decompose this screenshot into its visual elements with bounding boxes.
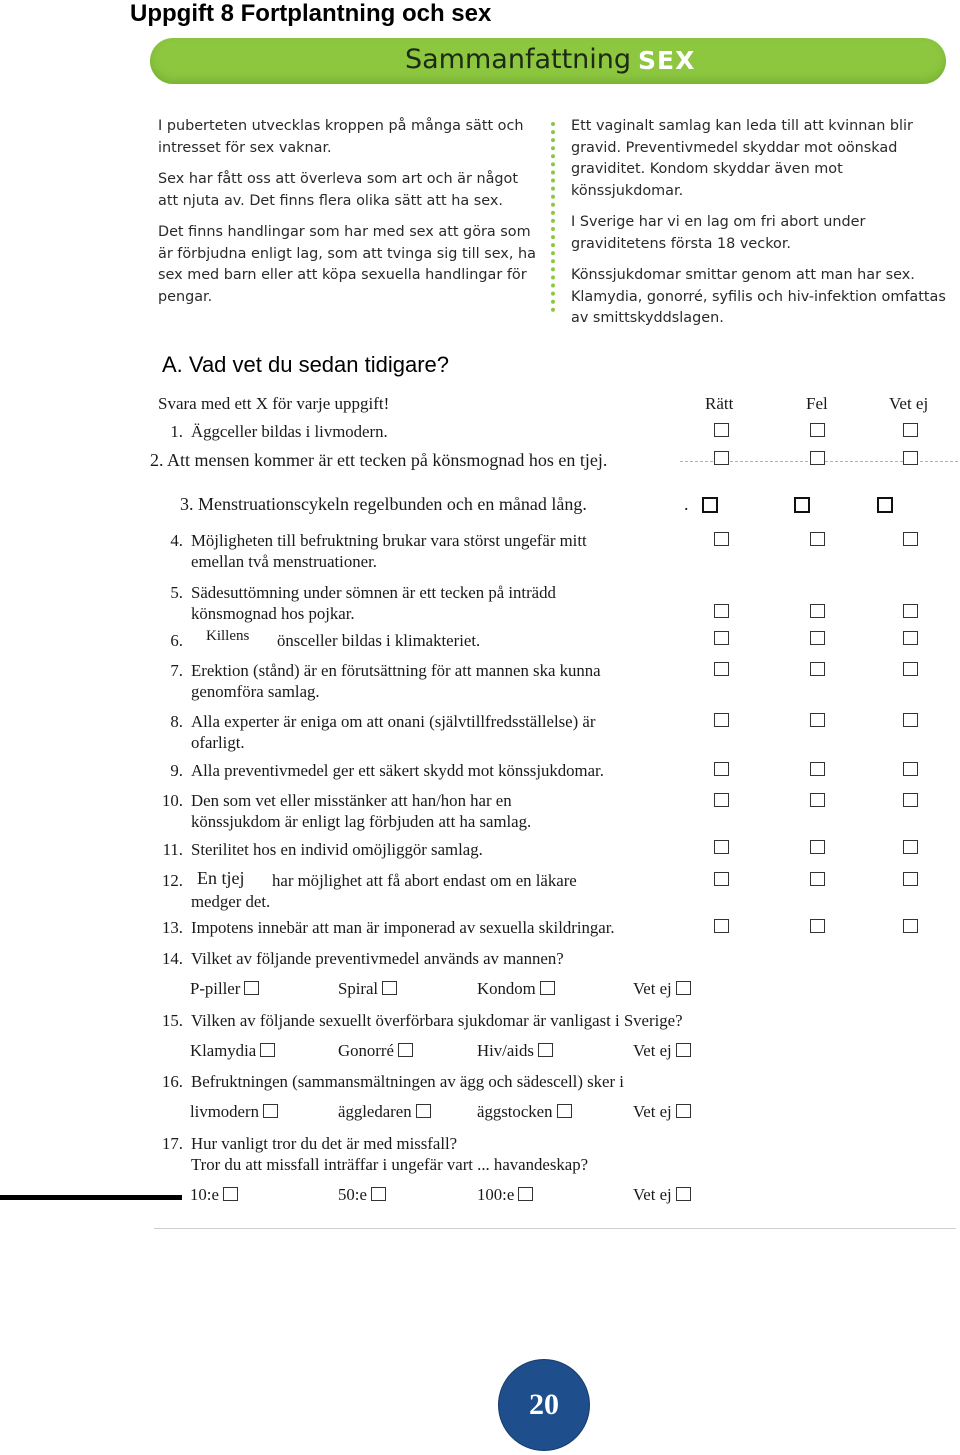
q9-dont-know-checkbox[interactable]: [903, 762, 918, 776]
option-label: P-piller: [190, 979, 241, 998]
question-number: 4.: [170, 531, 183, 550]
summary-paragraph: I Sverige har vi en lag om fri abort under graviditetens första 18 veckor.: [571, 214, 866, 252]
question-text: Impotens innebär att man är imponerad av sexuella skildringar.: [191, 918, 615, 937]
q8-wrong-checkbox[interactable]: [810, 713, 825, 727]
q2-right-checkbox[interactable]: [714, 451, 729, 465]
question-3-dot: .: [684, 494, 689, 514]
q2-wrong-checkbox[interactable]: [810, 451, 825, 465]
question-text: Äggceller bildas i livmodern.: [191, 422, 388, 441]
question-text: Sädesuttömning under sömnen är ett tecken på inträdd könsmognad hos pojkar.: [191, 583, 556, 623]
q16-option[interactable]: [338, 1102, 431, 1122]
option-label: Vet ej: [633, 1041, 672, 1060]
question-text: Möjligheten till befruktning brukar vara störst ungefär mitt emellan två menstruationer.: [191, 531, 587, 571]
checkbox[interactable]: [382, 981, 397, 995]
summary-banner: [150, 38, 946, 84]
q5-dont-know-checkbox[interactable]: [903, 604, 918, 618]
margin-bar: [0, 1195, 182, 1200]
option-label: Klamydia: [190, 1041, 257, 1060]
question-text: Sterilitet hos en individ omöjliggör samlag.: [191, 840, 483, 859]
question-number: 12.: [162, 871, 183, 890]
question-text: Den som vet eller misstänker att han/hon har en könssjukdom är enligt lag förbjuden att ha samlag.: [191, 791, 532, 831]
q15-option[interactable]: [338, 1041, 413, 1061]
q6-dont-know-checkbox[interactable]: [903, 631, 918, 645]
checkbox[interactable]: [223, 1187, 238, 1201]
question-text: Befruktningen (sammansmältningen av ägg och sädescell) sker i: [191, 1072, 624, 1091]
dotted-divider: [551, 122, 555, 312]
question-text: Tror du att missfall inträffar i ungefär vart ... havandeskap?: [191, 1155, 589, 1174]
q8-dont-know-checkbox[interactable]: [903, 713, 918, 727]
question-number: 5.: [170, 583, 183, 602]
checkbox[interactable]: [260, 1043, 275, 1057]
checkbox[interactable]: [676, 981, 691, 995]
q4-dont-know-checkbox[interactable]: [903, 532, 918, 546]
q8-right-checkbox[interactable]: [714, 713, 729, 727]
checkbox[interactable]: [676, 1043, 691, 1057]
checkbox[interactable]: [371, 1187, 386, 1201]
option-label: Vet ej: [633, 1185, 672, 1204]
option-label: 10:e: [190, 1185, 219, 1204]
checkbox[interactable]: [676, 1104, 691, 1118]
question-2: 2. Att mensen kommer är ett tecken på könsmognad hos en tjej.: [150, 450, 608, 470]
question-6-prefix: Killens: [206, 628, 250, 644]
q5-wrong-checkbox[interactable]: [810, 604, 825, 618]
option-label: äggstocken: [477, 1102, 553, 1121]
question-number: 17.: [162, 1134, 183, 1153]
summary-paragraph: Sex har fått oss att överleva som art och är något att njuta av. Det finns flera olika sätt att ha sex.: [158, 171, 518, 209]
question-number: 10.: [162, 791, 183, 810]
q3-wrong-checkbox[interactable]: [794, 497, 810, 513]
option-label: Vet ej: [633, 1102, 672, 1121]
summary-paragraph: Det finns handlingar som har med sex att göra som är förbjudna enligt lag, som att tvinga sig till sex, ha sex med barn eller att köpa sexuella handlingar för pengar.: [158, 224, 536, 305]
q17-option[interactable]: [190, 1185, 238, 1205]
q9-wrong-checkbox[interactable]: [810, 762, 825, 776]
q17-option[interactable]: [633, 1185, 691, 1205]
q17-option[interactable]: [338, 1185, 386, 1205]
q17-option[interactable]: [477, 1185, 533, 1205]
question-text: önsceller bildas i klimakteriet.: [277, 631, 481, 650]
q16-option[interactable]: [190, 1102, 278, 1122]
question-number: 11.: [162, 840, 183, 859]
q9-right-checkbox[interactable]: [714, 762, 729, 776]
q11-wrong-checkbox[interactable]: [810, 840, 825, 854]
option-label: 50:e: [338, 1185, 367, 1204]
q16-option[interactable]: [633, 1102, 691, 1122]
q1-right-checkbox[interactable]: [714, 423, 729, 437]
q12-right-checkbox[interactable]: [714, 872, 729, 886]
question-number: 15.: [162, 1011, 183, 1030]
q14-option[interactable]: [338, 979, 397, 999]
question-number: 6.: [170, 631, 183, 650]
checkbox[interactable]: [398, 1043, 413, 1057]
question-text: Alla preventivmedel ger ett säkert skydd mot könssjukdomar.: [191, 761, 604, 780]
q13-dont-know-checkbox[interactable]: [903, 919, 918, 933]
option-label: Spiral: [338, 979, 379, 998]
q7-wrong-checkbox[interactable]: [810, 662, 825, 676]
q12-dont-know-checkbox[interactable]: [903, 872, 918, 886]
q4-right-checkbox[interactable]: [714, 532, 729, 546]
column-header-right: Rätt: [705, 394, 734, 413]
column-header-wrong: Fel: [806, 394, 828, 413]
q11-right-checkbox[interactable]: [714, 840, 729, 854]
q2-dont-know-checkbox[interactable]: [903, 451, 918, 465]
checkbox[interactable]: [557, 1104, 572, 1118]
summary-left-column: [158, 116, 538, 318]
question-number: 1.: [170, 422, 183, 441]
question-text: Hur vanligt tror du det är med missfall?: [191, 1134, 458, 1153]
q7-dont-know-checkbox[interactable]: [903, 662, 918, 676]
checkbox[interactable]: [676, 1187, 691, 1201]
q14-option[interactable]: [633, 979, 691, 999]
q7-right-checkbox[interactable]: [714, 662, 729, 676]
q10-wrong-checkbox[interactable]: [810, 793, 825, 807]
checkbox[interactable]: [263, 1104, 278, 1118]
q11-dont-know-checkbox[interactable]: [903, 840, 918, 854]
q4-wrong-checkbox[interactable]: [810, 532, 825, 546]
question-number: 14.: [162, 949, 183, 968]
q6-right-checkbox[interactable]: [714, 631, 729, 645]
question-number: 9.: [170, 761, 183, 780]
section-a-heading: A. Vad vet du sedan tidigare?: [162, 352, 450, 377]
option-label: Vet ej: [633, 979, 672, 998]
summary-right-column: [571, 116, 951, 340]
q14-option[interactable]: [477, 979, 555, 999]
question-number: 16.: [162, 1072, 183, 1091]
column-header-dont-know: Vet ej: [889, 394, 929, 413]
checkbox[interactable]: [244, 981, 259, 995]
checkbox[interactable]: [416, 1104, 431, 1118]
instructions: Svara med ett X för varje uppgift!: [158, 394, 390, 413]
page-number: 20: [529, 1388, 559, 1421]
page-heading: Uppgift 8 Fortplantning och sex: [130, 0, 492, 27]
question-12-prefix: En tjej: [197, 868, 245, 888]
q1-dont-know-checkbox[interactable]: [903, 423, 918, 437]
summary-paragraph: Ett vaginalt samlag kan leda till att kvinnan blir gravid. Preventivmedel skyddar mot oönskad graviditet. Kondom skyddar även mot könssjukdomar.: [571, 118, 913, 199]
q15-option[interactable]: [190, 1041, 275, 1061]
question-text: Vilken av följande sexuellt överförbara sjukdomar är vanligast i Sverige?: [191, 1011, 683, 1030]
question-number: 8.: [170, 712, 183, 731]
question-text: Vilket av följande preventivmedel används av mannen?: [191, 949, 564, 968]
banner-title: Sammanfattning: [405, 44, 632, 75]
divider: [154, 1228, 956, 1229]
q10-dont-know-checkbox[interactable]: [903, 793, 918, 807]
q14-option[interactable]: [190, 979, 259, 999]
q3-right-checkbox[interactable]: [702, 497, 718, 513]
q10-right-checkbox[interactable]: [714, 793, 729, 807]
option-label: 100:e: [477, 1185, 515, 1204]
question-text: Erektion (stånd) är en förutsättning för att mannen ska kunna genomföra samlag.: [191, 661, 601, 701]
q12-wrong-checkbox[interactable]: [810, 872, 825, 886]
question-text: Alla experter är eniga om att onani (självtillfredsställelse) är ofarligt.: [191, 712, 596, 752]
q13-wrong-checkbox[interactable]: [810, 919, 825, 933]
q15-option[interactable]: [633, 1041, 691, 1061]
q13-right-checkbox[interactable]: [714, 919, 729, 933]
option-label: äggledaren: [338, 1102, 412, 1121]
q15-option[interactable]: [477, 1041, 553, 1061]
checkbox[interactable]: [518, 1187, 533, 1201]
question-number: 7.: [170, 661, 183, 680]
question-3: 3. Menstruationscykeln regelbunden och en månad lång.: [180, 494, 587, 514]
q6-wrong-checkbox[interactable]: [810, 631, 825, 645]
option-label: Kondom: [477, 979, 536, 998]
option-label: Hiv/aids: [477, 1041, 534, 1060]
q3-dont-know-checkbox[interactable]: [877, 497, 893, 513]
checkbox[interactable]: [540, 981, 555, 995]
question-number: 13.: [162, 918, 183, 937]
q16-option[interactable]: [477, 1102, 572, 1122]
summary-paragraph: I puberteten utvecklas kroppen på många sätt och intresset för sex vaknar.: [158, 118, 524, 156]
option-label: livmodern: [190, 1102, 259, 1121]
option-label: Gonorré: [338, 1041, 394, 1060]
question-text: har möjlighet att få abort endast om en läkare medger det.: [191, 871, 577, 911]
page-number-badge: [499, 1360, 589, 1450]
q1-wrong-checkbox[interactable]: [810, 423, 825, 437]
banner-highlight: SEX: [638, 46, 696, 75]
q5-right-checkbox[interactable]: [714, 604, 729, 618]
checkbox[interactable]: [538, 1043, 553, 1057]
summary-paragraph: Könssjukdomar smittar genom att man har sex. Klamydia, gonorré, syfilis och hiv-infektion omfattas av smittskyddslagen.: [571, 267, 946, 326]
